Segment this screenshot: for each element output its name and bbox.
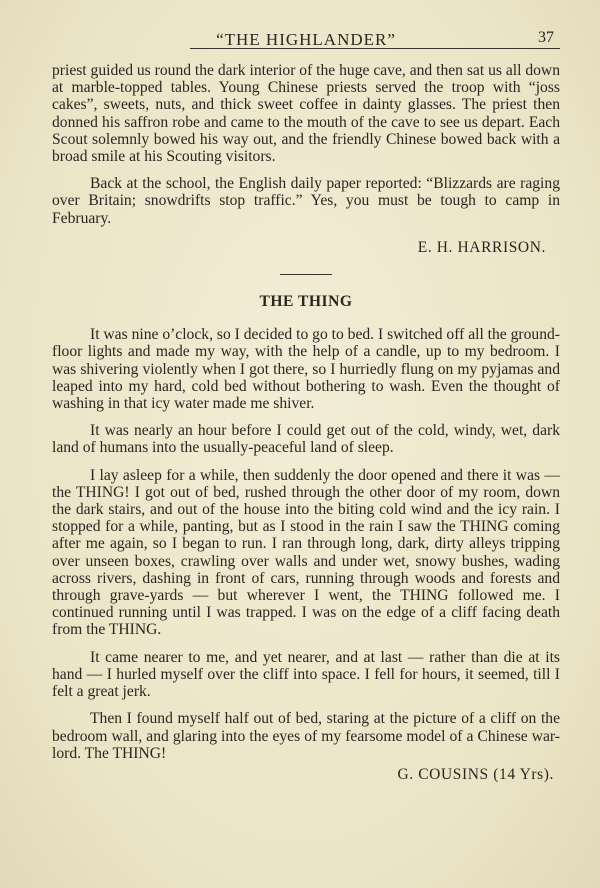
article-paragraph: priest guided us round the dark interior of the huge cave, and then sat us all down at marble-topped tables. Young Chinese priests served the troop with “joss cakes”, sweets, nuts, and thick sweet coffee in dainty glasses. The priest then donned his saffron robe and came to the mouth of the cave to see us depart. Each Scout solemnly bowed his way out, and the friendly Chinese bowed back with a broad smile at his Scouting visitors. bbox=[52, 62, 560, 166]
article-the-thing bbox=[52, 293, 560, 783]
page-number: 37 bbox=[538, 29, 554, 46]
header-underline bbox=[190, 48, 560, 49]
article-title: THE THING bbox=[259, 293, 353, 311]
article-paragraph: Then I found myself half out of bed, staring at the picture of a cliff on the bedroom wall, and glaring into the eyes of my fearsome model of a Chinese war-lord. The THING! bbox=[52, 710, 560, 762]
page-body bbox=[52, 62, 560, 783]
running-title: “THE HIGHLANDER” bbox=[216, 30, 396, 49]
article-continued bbox=[52, 62, 560, 256]
author-signature: G. COUSINS (14 Yrs). bbox=[397, 765, 554, 783]
article-paragraph: Back at the school, the English daily paper reported: “Blizzards are raging over Britain; snowdrifts stop traffic.” Yes, you must be tough to camp in February. bbox=[52, 175, 560, 227]
article-paragraph: I lay asleep for a while, then suddenly the door opened and there it was — the THING! I got out of bed, rushed through the other door of my room, down the dark stairs, and out of the house into the biting cold wind and the icy rain. I stopped for a while, panting, but as I stood in the rain I saw the THING coming after me again, so I began to run. I ran through long, dark, dirty alleys tripping over unseen boxes, crawling over walls and under wet, snowy bushes, wading across rivers, dashing in front of cars, running through woods and forests and through grave-yards — but wherever I went, the THING followed me. I continued running until I was trapped. I was on the edge of a cliff facing death from the THING. bbox=[52, 466, 560, 639]
article-paragraph: It came nearer to me, and yet nearer, and at last — rather than die at its hand — I hurled myself over the cliff into space. I fell for hours, it seemed, till I felt a great jerk. bbox=[52, 648, 560, 701]
article-paragraph: It was nearly an hour before I could get out of the cold, windy, wet, dark land of humans into the usually-peaceful land of sleep. bbox=[52, 422, 560, 457]
section-divider bbox=[280, 274, 332, 275]
article-paragraph: It was nine o’clock, so I decided to go to bed. I switched off all the ground-floor lights and made my way, with the help of a candle, up to my bedroom. I was shivering violently when I got there, so I hurriedly flung on my pyjamas and leaped into my hard, cold bed without bothering to wash. Even the thought of washing in that icy water made me shiver. bbox=[52, 326, 560, 413]
author-signature: E. H. HARRISON. bbox=[417, 238, 546, 256]
